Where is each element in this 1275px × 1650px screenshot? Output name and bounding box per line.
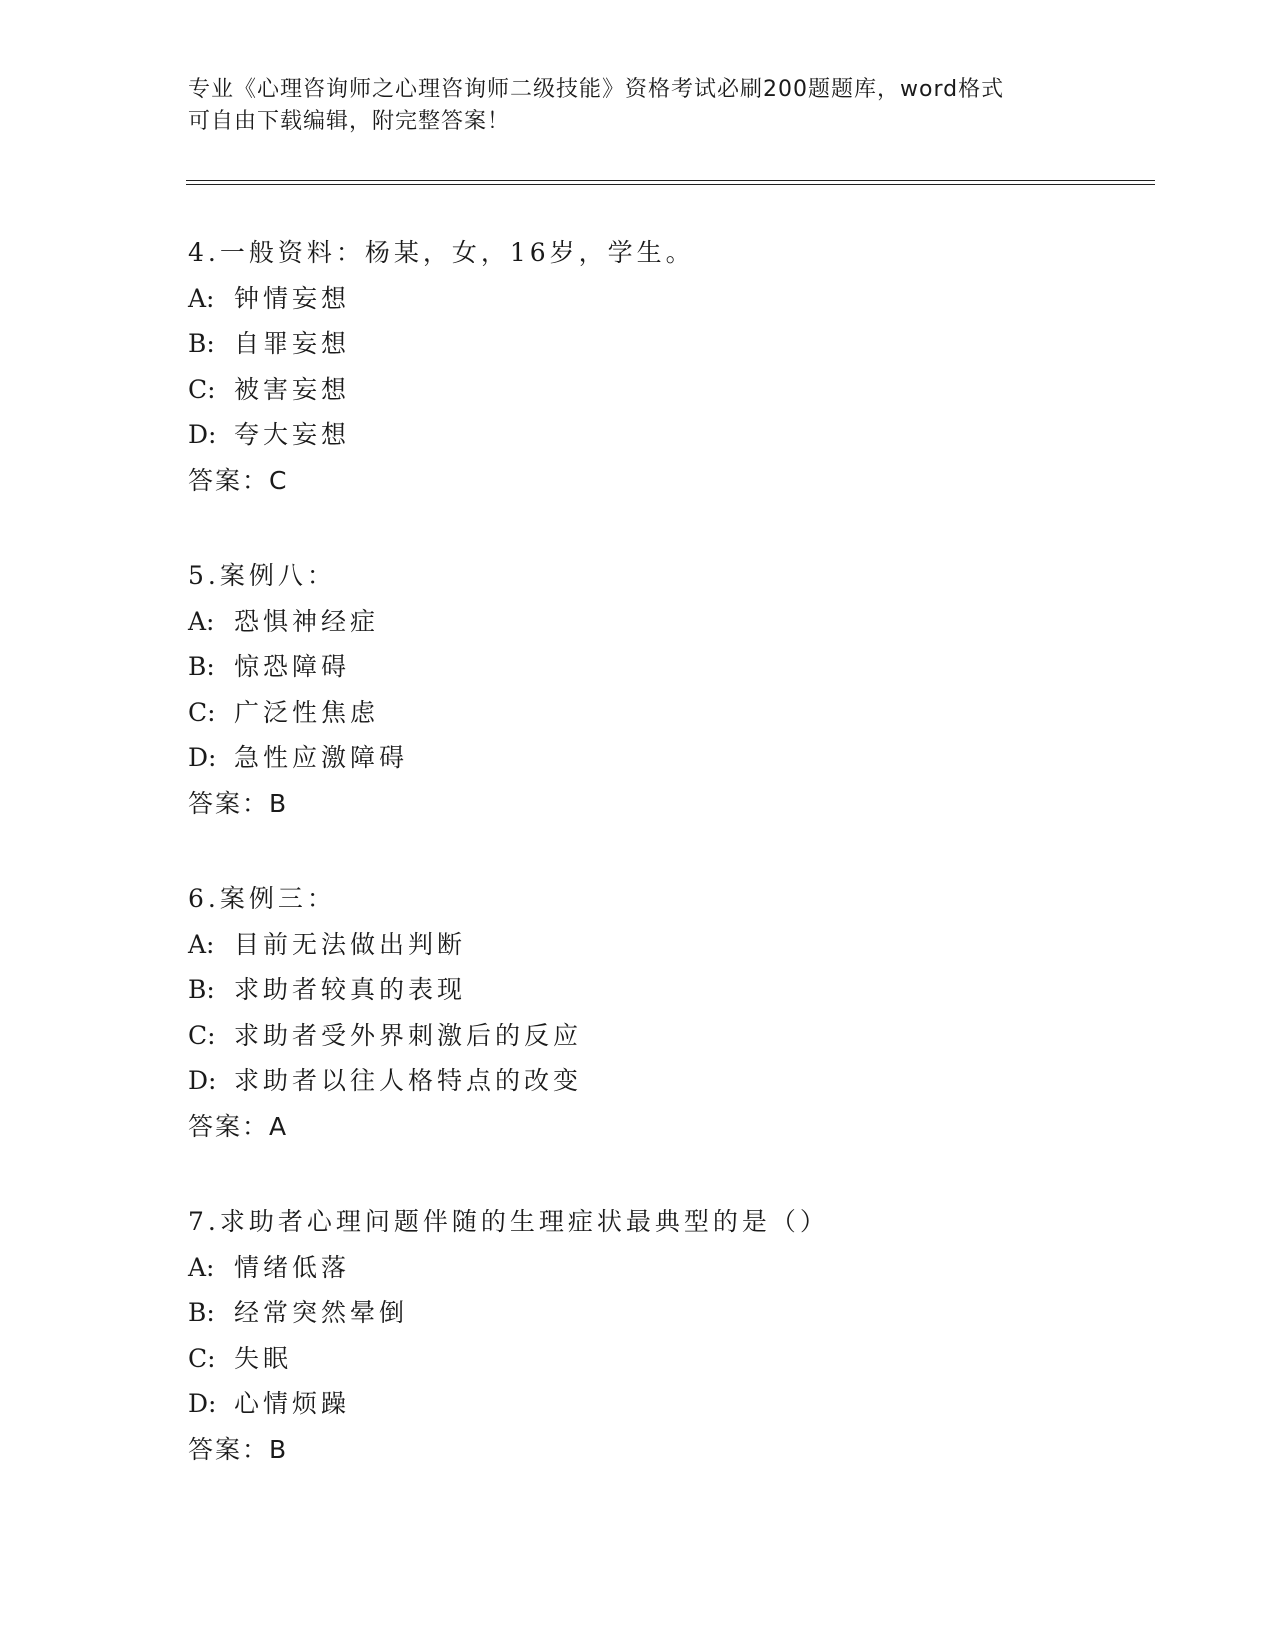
option-d	[188, 1066, 1148, 1112]
option-letter: C:	[188, 1343, 216, 1373]
option-text: 心情烦躁	[234, 1389, 351, 1418]
option-text: 广泛性焦虑	[234, 697, 380, 727]
option-text: 惊恐障碍	[234, 652, 351, 681]
option-b	[188, 1298, 1148, 1344]
option-b	[188, 652, 1148, 698]
option-letter: C:	[188, 374, 216, 404]
option-letter: B:	[188, 652, 215, 681]
option-letter: A:	[188, 606, 215, 636]
question-list	[188, 238, 1148, 1530]
option-letter: A:	[188, 1252, 215, 1282]
option-letter: A:	[188, 283, 215, 313]
option-letter: A:	[188, 929, 215, 959]
option-text: 求助者受外界刺激后的反应	[234, 1020, 583, 1050]
header-title-line-2: 可自由下载编辑，附完整答案！	[188, 109, 511, 134]
option-c	[188, 1021, 1148, 1067]
option-letter: C:	[188, 697, 216, 727]
option-text: 求助者以往人格特点的改变	[234, 1066, 583, 1095]
question-4	[188, 238, 1148, 511]
option-a	[188, 930, 1148, 976]
option-letter: B:	[188, 329, 215, 358]
option-c	[188, 1344, 1148, 1390]
option-letter: D:	[188, 420, 217, 449]
option-letter: D:	[188, 1389, 217, 1418]
option-text: 自罪妄想	[234, 329, 351, 358]
option-text: 急性应激障碍	[234, 743, 409, 772]
option-b	[188, 329, 1148, 375]
option-d	[188, 420, 1148, 466]
option-d	[188, 743, 1148, 789]
option-d	[188, 1389, 1148, 1435]
option-letter: C:	[188, 1020, 216, 1050]
option-letter: D:	[188, 743, 217, 772]
question-7	[188, 1207, 1148, 1480]
header-title-line-1: 专业《心理咨询师之心理咨询师二级技能》资格考试必刷200题题库，word格式	[188, 77, 1005, 102]
option-text: 经常突然晕倒	[234, 1298, 409, 1327]
option-letter: D:	[188, 1066, 217, 1095]
option-letter: B:	[188, 1298, 215, 1327]
question-stem: 5.案例八：	[188, 561, 336, 590]
option-text: 情绪低落	[234, 1252, 351, 1282]
answer-line: 答案：C	[188, 465, 289, 495]
option-c	[188, 375, 1148, 421]
question-stem: 7.求助者心理问题伴随的生理症状最典型的是（）	[188, 1207, 829, 1236]
option-a	[188, 607, 1148, 653]
option-letter: B:	[188, 975, 215, 1004]
question-5	[188, 561, 1148, 834]
question-stem: 4.一般资料：杨某，女，16岁，学生。	[188, 238, 695, 267]
question-6	[188, 884, 1148, 1157]
option-text: 目前无法做出判断	[234, 929, 467, 959]
option-a	[188, 284, 1148, 330]
option-text: 夸大妄想	[234, 420, 351, 449]
document-header	[188, 74, 1068, 138]
option-text: 被害妄想	[234, 374, 351, 404]
header-divider-bottom	[186, 184, 1155, 185]
option-b	[188, 975, 1148, 1021]
answer-line: 答案：B	[188, 1434, 289, 1464]
option-a	[188, 1253, 1148, 1299]
answer-line: 答案：A	[188, 1111, 289, 1141]
option-c	[188, 698, 1148, 744]
header-divider-top	[186, 180, 1155, 181]
option-text: 钟情妄想	[234, 283, 351, 313]
option-text: 失眠	[234, 1343, 293, 1373]
option-text: 恐惧神经症	[234, 606, 380, 636]
question-stem: 6.案例三：	[188, 884, 336, 913]
answer-line: 答案：B	[188, 788, 289, 818]
option-text: 求助者较真的表现	[234, 975, 467, 1004]
